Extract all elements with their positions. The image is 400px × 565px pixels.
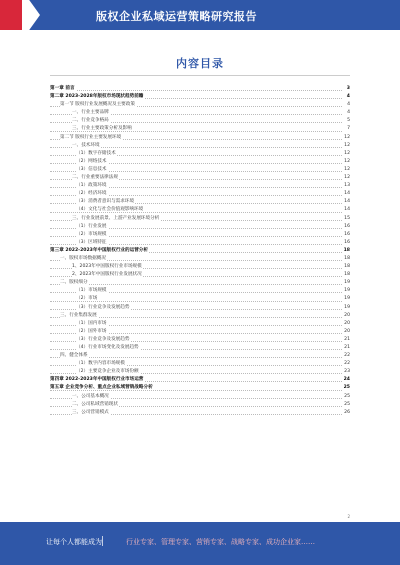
toc-entry[interactable]	[50, 117, 350, 125]
toc-entry[interactable]	[50, 368, 350, 376]
toc-entry-text: 二、行业重要法律法规	[72, 175, 118, 181]
toc-entry-text: （3）消费者意识与需求环境	[76, 199, 135, 205]
toc-entry-page: 12	[343, 166, 350, 174]
footer-divider	[102, 536, 103, 546]
toc-entry-page: 22	[343, 360, 350, 368]
toc-entry-page: 22	[343, 352, 350, 360]
toc-entry-page: 26	[343, 409, 350, 417]
toc-entry-text: （1）数字内容市场规模	[76, 361, 125, 367]
toc-entry[interactable]	[50, 279, 350, 287]
toc-entry-page: 25	[343, 393, 350, 401]
toc-entry-text: （2）市场	[76, 296, 98, 302]
page-number: 2	[347, 514, 350, 519]
toc-entry-page: 5	[346, 117, 350, 125]
toc-leader-dots	[50, 284, 342, 285]
toc-entry-page: 19	[343, 295, 350, 303]
toc-entry-page: 12	[343, 134, 350, 142]
toc-entry[interactable]	[50, 174, 350, 182]
toc-entry[interactable]	[50, 206, 350, 214]
toc-entry-page: 25	[343, 384, 350, 392]
toc-entry-page: 18	[343, 271, 350, 279]
toc-entry-text: 二、行业竞争格局	[72, 118, 109, 124]
toc-entry-text: 一、公司基本概况	[72, 393, 109, 399]
toc-entry-page: 18	[343, 255, 350, 263]
footer-slogan-right: 行业专家、管理专家、营销专家、战略专家、成功企业家……	[126, 538, 315, 546]
toc-entry[interactable]	[50, 360, 350, 368]
table-of-contents	[50, 85, 350, 417]
toc-entry-page: 4	[346, 109, 350, 117]
toc-entry-page: 4	[346, 93, 350, 101]
toc-entry-page: 15	[343, 215, 350, 223]
toc-entry-text: 一、版权市场数据概况	[60, 255, 106, 261]
toc-entry[interactable]	[50, 393, 350, 401]
toc-entry[interactable]	[50, 231, 350, 239]
toc-entry-text: （1）市场规模	[76, 288, 107, 294]
toc-entry[interactable]	[50, 352, 350, 360]
toc-entry-page: 14	[343, 190, 350, 198]
footer-bar	[0, 522, 400, 565]
toc-entry[interactable]	[50, 134, 350, 142]
toc-entry[interactable]	[50, 93, 350, 101]
toc-entry-page: 4	[346, 101, 350, 109]
toc-entry[interactable]	[50, 198, 350, 206]
toc-entry[interactable]	[50, 142, 350, 150]
toc-entry-page: 19	[343, 304, 350, 312]
toc-leader-dots	[50, 357, 342, 358]
header-accent-divider	[22, 0, 40, 30]
toc-entry[interactable]	[50, 263, 350, 271]
toc-entry[interactable]	[50, 215, 350, 223]
toc-entry-text: （4）行业市场变化及发展趋势	[76, 345, 139, 350]
header-bar	[0, 0, 400, 30]
toc-entry-page: 19	[343, 279, 350, 287]
toc-entry-text: 第二节 版权行业主要发展环境	[60, 134, 122, 140]
toc-entry[interactable]	[50, 182, 350, 190]
toc-entry[interactable]	[50, 158, 350, 166]
toc-entry-page: 16	[343, 231, 350, 239]
toc-entry-page: 16	[343, 239, 350, 247]
toc-entry-text: （2）网络技术	[76, 158, 107, 164]
toc-entry-text: （1）政策环境	[76, 183, 107, 189]
toc-entry-page: 12	[343, 174, 350, 182]
toc-entry-page: 23	[343, 368, 350, 376]
report-title: 版权企业私域运营策略研究报告	[96, 10, 257, 23]
toc-entry-text: （3）信息技术	[76, 166, 107, 172]
toc-entry-text: （2）国外市场	[76, 328, 107, 334]
toc-entry[interactable]	[50, 150, 350, 158]
toc-entry-page: 20	[343, 312, 350, 320]
toc-entry[interactable]	[50, 85, 350, 93]
toc-entry[interactable]	[50, 409, 350, 417]
toc-entry-text: （3）行业竞争及发展趋势	[76, 304, 130, 310]
toc-entry-text: （2）经济环境	[76, 191, 107, 197]
toc-entry-text: （2）主要竞争企业及市场份额	[76, 369, 139, 375]
toc-entry[interactable]	[50, 255, 350, 263]
toc-entry-text: （1）行业发展	[76, 223, 107, 229]
toc-entry-text: （1）数字存储技术	[76, 150, 116, 156]
toc-entry-text: 二、版权细分	[60, 280, 88, 286]
toc-entry-page: 18	[343, 263, 350, 271]
toc-entry-text: 一、行业主要品牌	[72, 110, 109, 116]
toc-leader-dots	[50, 90, 342, 91]
toc-entry[interactable]	[50, 223, 350, 231]
toc-entry[interactable]	[50, 101, 350, 109]
toc-entry-text: （4）文化与社会价值观影响环境	[76, 207, 144, 213]
toc-entry[interactable]	[50, 239, 350, 247]
toc-entry-text: （2）市场规模	[76, 231, 107, 237]
toc-entry-page: 12	[343, 158, 350, 166]
toc-entry-page: 12	[343, 142, 350, 150]
toc-entry-text: 2、2023年中国版权行业发展状况	[72, 272, 142, 278]
toc-entry-page: 25	[343, 401, 350, 409]
toc-entry-text: 三、行业主要政策分析及影响	[72, 126, 132, 132]
toc-entry-page: 24	[343, 376, 350, 384]
toc-entry[interactable]	[50, 287, 350, 295]
toc-entry[interactable]	[50, 376, 350, 384]
toc-entry-text: 二、公司私域营销现状	[72, 401, 118, 407]
toc-entry-text: 三、行业发展前景、上游产业发展环境分析	[72, 215, 160, 221]
toc-entry-page: 12	[343, 150, 350, 158]
toc-entry[interactable]	[50, 304, 350, 312]
toc-entry-text: 第一节 版权行业发展概况及主要政策	[60, 102, 135, 108]
toc-entry-text: （1）国内市场	[76, 320, 107, 326]
toc-entry[interactable]	[50, 271, 350, 279]
toc-entry[interactable]	[50, 190, 350, 198]
toc-entry[interactable]	[50, 384, 350, 392]
toc-entry-page: 14	[343, 198, 350, 206]
toc-entry-page: 13	[343, 182, 350, 190]
toc-entry[interactable]	[50, 328, 350, 336]
toc-entry-text: （3）行业竞争及发展趋势	[76, 336, 130, 342]
toc-entry-page: 7	[346, 125, 350, 133]
toc-entry-text: 第四章 2022-2023年中国版权行业市场运营	[50, 377, 144, 383]
toc-entry[interactable]	[50, 166, 350, 174]
toc-entry-text: 第二章 2023-2028年版权市场现状趋势前瞻	[50, 94, 144, 100]
toc-entry-page: 16	[343, 223, 350, 231]
toc-entry-text: 三、公司营销模式	[72, 409, 109, 415]
toc-entry-text: 第五章 企业竞争分析、重点企业私域营销战略分析	[50, 385, 153, 391]
toc-entry[interactable]	[50, 320, 350, 328]
toc-entry[interactable]	[50, 336, 350, 344]
toc-entry[interactable]	[50, 125, 350, 133]
toc-heading: 内容目录	[176, 57, 224, 70]
toc-entry-page: 19	[343, 287, 350, 295]
toc-entry-page: 20	[343, 328, 350, 336]
toc-entry-text: 第三章 2022-2023年中国版权行业的运营分析	[50, 247, 148, 253]
toc-divider	[50, 75, 350, 76]
toc-entry-text: 四、健全体系	[60, 353, 88, 359]
toc-entry-text: （3）区域特征	[76, 239, 107, 245]
toc-entry[interactable]	[50, 344, 350, 352]
toc-entry[interactable]	[50, 312, 350, 320]
toc-entry[interactable]	[50, 295, 350, 303]
toc-entry-text: 第一章 前言	[50, 86, 75, 91]
toc-entry-page: 3	[346, 85, 350, 93]
toc-entry-page: 14	[343, 206, 350, 214]
toc-entry-text: 一、技术环境	[72, 142, 100, 148]
toc-entry-page: 21	[343, 344, 350, 352]
toc-entry[interactable]	[50, 109, 350, 117]
toc-entry[interactable]	[50, 401, 350, 409]
toc-entry-page: 20	[343, 320, 350, 328]
toc-entry[interactable]	[50, 247, 350, 255]
footer-slogan-left: 让每个人都能成为	[46, 538, 102, 546]
toc-entry-text: 三、行业集群发展	[60, 312, 97, 318]
toc-entry-text: 1、2023年中国版权行业市场规模	[72, 264, 142, 270]
toc-entry-page: 18	[343, 247, 350, 255]
toc-entry-page: 21	[343, 336, 350, 344]
